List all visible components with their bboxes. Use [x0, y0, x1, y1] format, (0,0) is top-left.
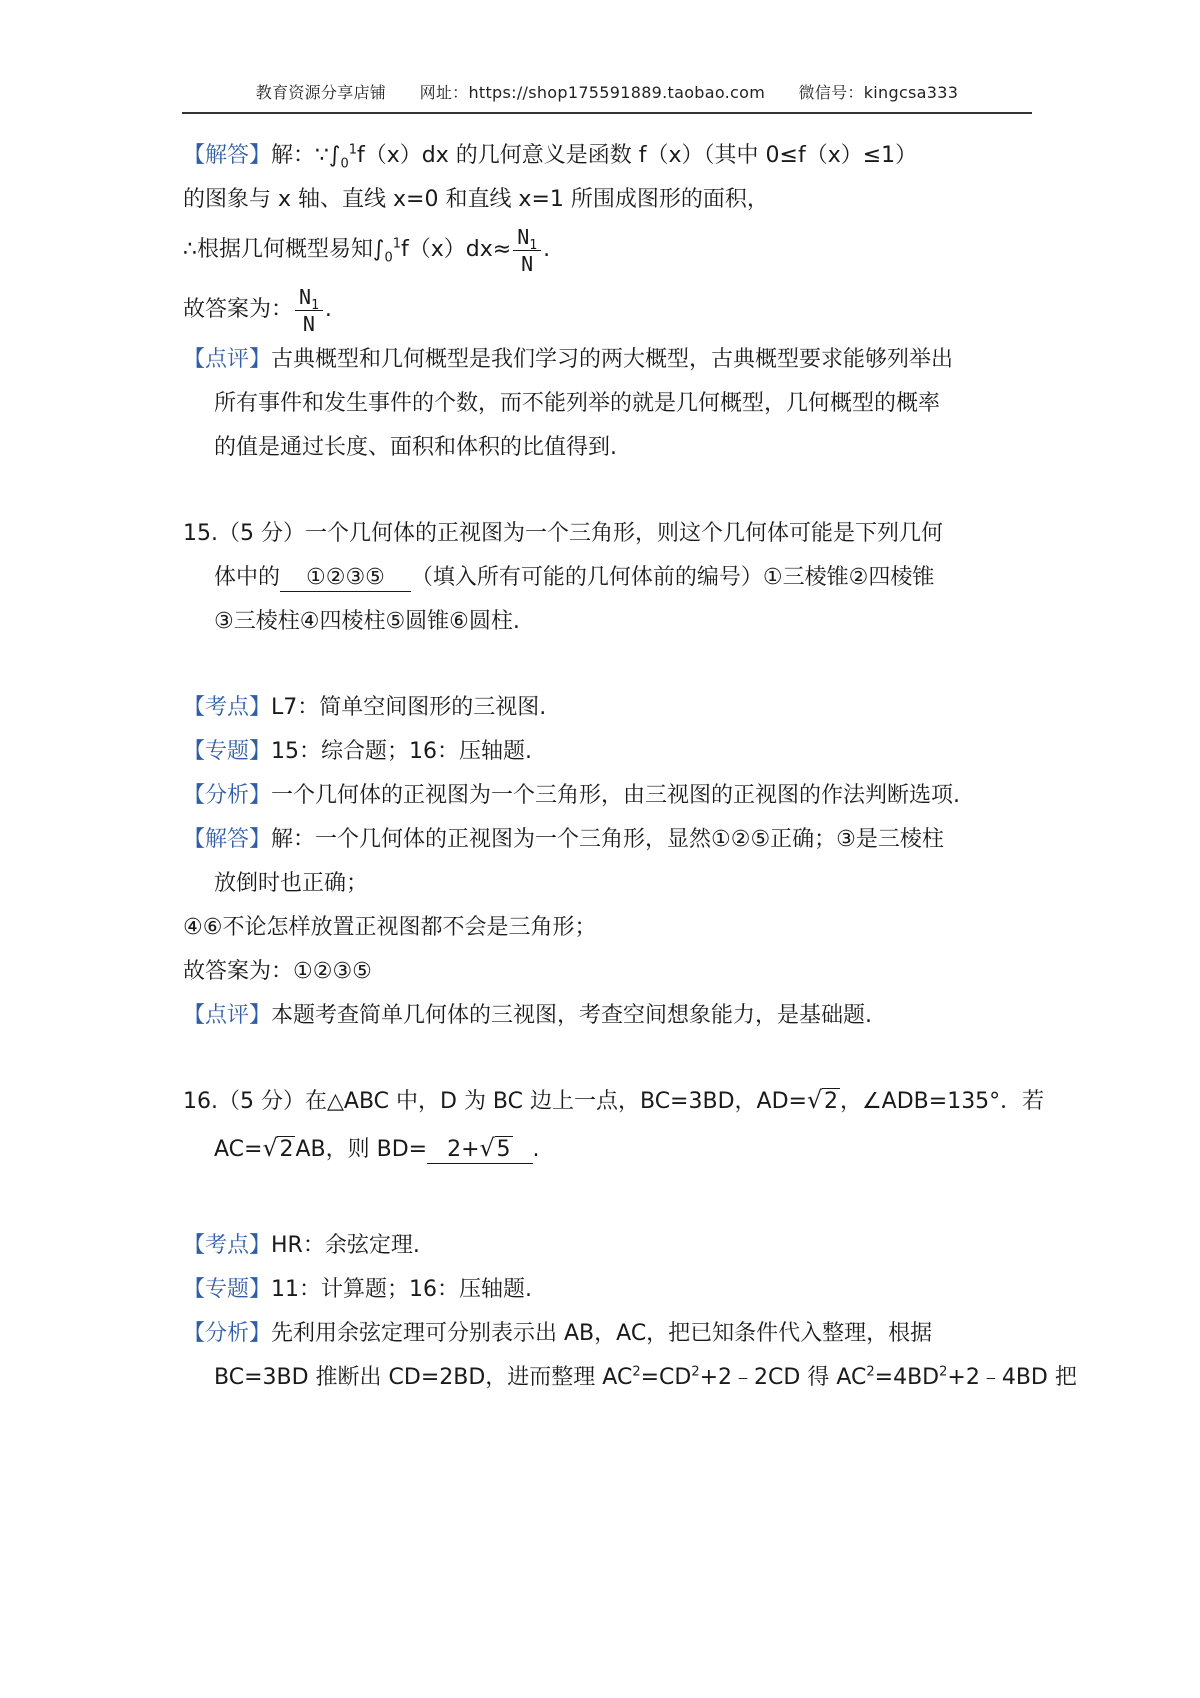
q15-answer: 故答案为：①②③⑤: [183, 959, 372, 984]
q15-stem-line1: 15.（5 分）一个几何体的正视图为一个三角形，则这个几何体可能是下列几何: [183, 521, 943, 546]
q16-stem-line1: [183, 1086, 1044, 1118]
q16-stem-line2: [214, 1134, 540, 1166]
text: 先利用余弦定理可分别表示出 AB，AC，把已知条件代入整理，根据: [271, 1321, 933, 1346]
radicand: 5: [496, 1137, 511, 1162]
q15-jieda-line1: [183, 824, 944, 856]
q14-jieda-line3: [183, 222, 550, 278]
q16-fenxi-line1: [183, 1318, 932, 1350]
q15-stem-line2: [214, 562, 934, 594]
superscript: 2: [691, 1364, 700, 1380]
answer-blank: [427, 1137, 532, 1164]
text: .: [543, 237, 551, 262]
text: L7：简单空间图形的三视图.: [271, 695, 547, 720]
superscript: 2: [632, 1364, 641, 1380]
section-tag: 【点评】: [183, 347, 272, 372]
q14-answer: [183, 282, 332, 338]
page-header: [182, 78, 1032, 114]
text: BC=3BD 推断出 CD=2BD，进而整理 AC: [214, 1365, 633, 1390]
q14-jieda-line2: 的图象与 x 轴、直线 x=0 和直线 x=1 所围成图形的面积，: [183, 187, 769, 212]
text: AB，则 BD=: [295, 1137, 428, 1162]
text: HR：余弦定理.: [271, 1233, 420, 1258]
superscript: 2: [939, 1364, 948, 1380]
denominator: N: [302, 311, 315, 336]
section-tag: 【专题】: [183, 739, 272, 764]
text: ∴根据几何概型易知∫: [183, 237, 385, 262]
q16-kaodian: [183, 1230, 420, 1262]
superscript: 2: [866, 1364, 875, 1380]
text: =CD: [640, 1365, 692, 1390]
fraction: [513, 224, 541, 277]
square-root: [262, 1134, 295, 1166]
q16-fenxi-line2: [214, 1362, 1077, 1394]
text: +2﹣2CD 得 AC: [699, 1365, 867, 1390]
text: 本题考查简单几何体的三视图，考查空间想象能力，是基础题.: [271, 1003, 873, 1028]
numerator: N: [517, 224, 530, 249]
subscript: 0: [384, 250, 393, 266]
q14-dianping-line3: 的值是通过长度、面积和体积的比值得到.: [214, 435, 617, 460]
section-tag: 【专题】: [183, 1277, 272, 1302]
text: 16.（5 分）在△ABC 中，D 为 BC 边上一点，BC=3BD，AD=: [183, 1089, 807, 1114]
shop-name: 教育资源分享店铺: [255, 83, 387, 102]
square-root: [480, 1137, 513, 1163]
numerator-subscript: 1: [311, 297, 319, 313]
text: ，∠ADB=135°．若: [839, 1089, 1045, 1114]
square-root: [807, 1086, 840, 1118]
q14-dianping-line2: 所有事件和发生事件的个数，而不能列举的就是几何概型，几何概型的概率: [214, 391, 941, 416]
text: 解：∵∫: [271, 143, 341, 168]
superscript: 1: [348, 142, 358, 158]
q14-jieda-line1: [183, 140, 917, 172]
q15-fenxi: [183, 780, 960, 812]
text: f（x）dx 的几何意义是函数 f（x）（其中 0≤f（x）≤1）: [357, 143, 918, 168]
q15-zhuanti: [183, 736, 532, 768]
section-tag: 【考点】: [183, 1233, 272, 1258]
text: 古典概型和几何概型是我们学习的两大概型，古典概型要求能够列举出: [271, 347, 954, 372]
text: 2+: [447, 1137, 480, 1162]
text: 故答案为：: [183, 297, 294, 322]
text: +2﹣4BD 把: [947, 1365, 1077, 1390]
section-tag: 【解答】: [183, 143, 272, 168]
q15-stem-line3: ③三棱柱④四棱柱⑤圆锥⑥圆柱.: [214, 609, 520, 634]
denominator: N: [521, 251, 534, 276]
text: 体中的: [214, 565, 281, 590]
q15-jieda-line2: 放倒时也正确；: [214, 871, 369, 896]
radicand: 2: [279, 1137, 294, 1162]
superscript: 1: [392, 236, 402, 252]
text: AC=: [214, 1137, 263, 1162]
section-tag: 【考点】: [183, 695, 272, 720]
q15-dianping: [183, 1000, 872, 1032]
numerator: N: [299, 284, 312, 309]
radicand: 2: [823, 1089, 838, 1114]
text: =4BD: [874, 1365, 940, 1390]
section-tag: 【分析】: [183, 1321, 272, 1346]
q14-dianping-line1: [183, 344, 953, 376]
section-tag: 【分析】: [183, 783, 272, 808]
text: 一个几何体的正视图为一个三角形，由三视图的正视图的作法判断选项.: [271, 783, 961, 808]
text: .: [324, 297, 332, 322]
text: .: [532, 1137, 540, 1162]
q15-jieda-line3: ④⑥不论怎样放置正视图都不会是三角形；: [183, 915, 597, 940]
q16-zhuanti: [183, 1274, 532, 1306]
section-tag: 【点评】: [183, 1003, 272, 1028]
text: 解：一个几何体的正视图为一个三角形，显然①②⑤正确；③是三棱柱: [271, 827, 944, 852]
text: f（x）dx≈: [401, 237, 512, 262]
text: 15：综合题；16：压轴题.: [271, 739, 532, 764]
text: （填入所有可能的几何体前的编号）①三棱锥②四棱锥: [410, 565, 935, 590]
numerator-subscript: 1: [529, 237, 538, 253]
shop-url: 网址：https://shop175591889.taobao.com: [419, 83, 766, 102]
wechat-id: 微信号：kingcsa333: [798, 83, 959, 102]
section-tag: 【解答】: [183, 827, 272, 852]
q15-kaodian: [183, 692, 546, 724]
text: 11：计算题；16：压轴题.: [271, 1277, 532, 1302]
fraction: [295, 284, 323, 337]
subscript: 0: [340, 156, 349, 172]
answer-blank: ①②③⑤: [280, 565, 411, 592]
